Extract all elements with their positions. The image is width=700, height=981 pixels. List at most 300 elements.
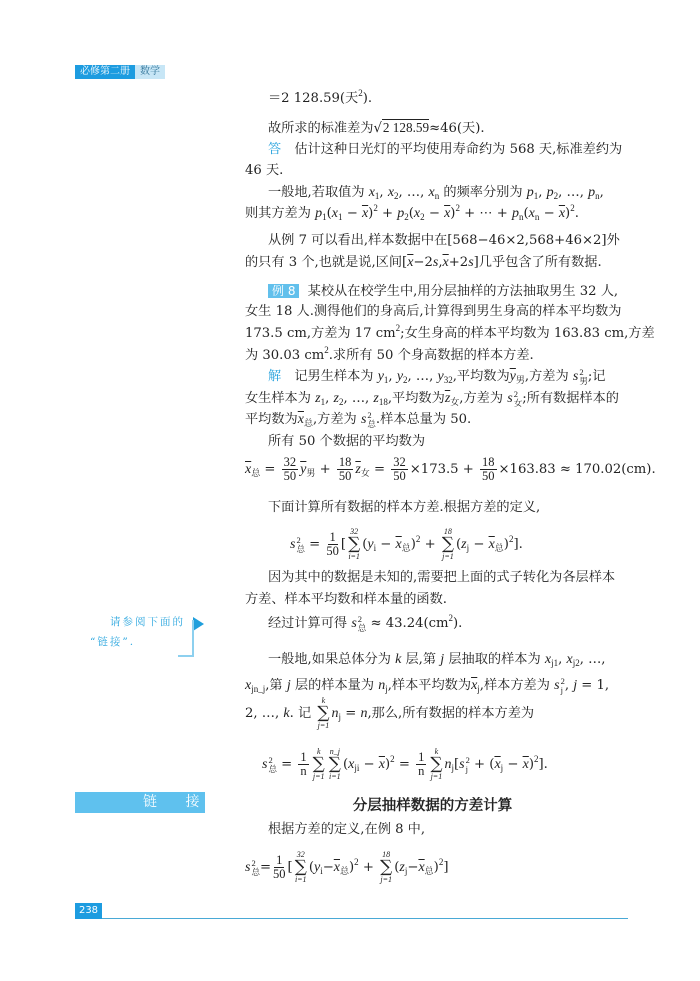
sum-lower: j=1 <box>380 875 392 884</box>
math-variable: s <box>432 255 439 270</box>
text-run: 方差、样本平均数和样本量的函数. <box>245 592 448 607</box>
text-run: − <box>539 206 559 221</box>
text-line <box>268 650 605 670</box>
text-run: ;所有数据样本的 <box>522 391 619 406</box>
text-run: ( <box>408 206 414 221</box>
denominator: 50 <box>393 469 406 483</box>
text-line <box>245 346 534 366</box>
math-fraction <box>273 854 286 881</box>
text-run: 46 天. <box>245 163 284 178</box>
text-run: ×163.83 ≈ 170.02(cm). <box>498 462 656 477</box>
math-variable: x <box>544 652 552 667</box>
math-superscript: 2 <box>508 534 514 544</box>
sigma-icon: ∑ <box>328 754 341 774</box>
math-subscript: 2 <box>553 191 559 201</box>
text-run: − <box>469 537 489 552</box>
math-subscript: 总 <box>340 866 350 876</box>
math-variable: s <box>360 412 367 427</box>
sigma-icon: ∑ <box>430 754 443 774</box>
math-subscript: ji <box>354 763 360 773</box>
text-run: − <box>407 860 419 875</box>
page-number: 238 <box>75 903 102 919</box>
denominator: n <box>300 764 307 778</box>
sum-upper: 32 <box>350 527 359 536</box>
math-fraction <box>391 456 408 483</box>
sigma-icon: ∑ <box>348 534 361 554</box>
math-mean-variable: $\overline{x}$ <box>245 462 252 477</box>
sum-lower: j=1 <box>442 552 454 561</box>
superscript: 2 <box>357 613 363 624</box>
math-superscript: 2 <box>354 857 359 867</box>
text-run: ≈ 43.24(cm <box>366 616 449 631</box>
text-run: − <box>359 757 379 772</box>
numerator: 18 <box>338 455 352 469</box>
denominator: 50 <box>482 469 495 483</box>
math-variable: z <box>333 391 339 406</box>
math-variable: p <box>546 185 554 200</box>
math-variable: j <box>440 652 445 667</box>
math-variable: x <box>387 185 395 200</box>
answer-marker: 答 <box>268 142 282 157</box>
sigma-icon: ∑ <box>317 703 330 723</box>
text-run: − <box>424 206 445 221</box>
text-run: ) <box>450 206 456 221</box>
text-line <box>268 140 622 160</box>
text-run: − <box>322 860 334 875</box>
text-line <box>268 118 485 138</box>
math-subscript: i <box>373 543 377 553</box>
math-subscript: jn_j <box>251 684 266 694</box>
math-subscript: 男 <box>306 468 316 478</box>
superscript: 2 <box>513 388 518 399</box>
math-variable: y <box>313 860 321 875</box>
text-line <box>268 820 425 840</box>
text-line <box>245 204 579 224</box>
math-mean-variable: $\overline{x}$ <box>418 860 425 875</box>
math-variable: p <box>588 185 596 200</box>
math-variable: k <box>395 652 402 667</box>
math-sub-superscript <box>514 390 523 408</box>
text-run: 故所求的标准差为 <box>268 121 374 136</box>
math-superscript: 2 <box>533 754 539 764</box>
math-subscript: 女 <box>360 468 370 478</box>
math-variable: n <box>444 757 452 772</box>
math-variable: j <box>573 678 578 693</box>
math-subscript: j2 <box>572 658 580 668</box>
sigma-icon: ∑ <box>312 754 325 774</box>
math-variable: x <box>348 757 355 772</box>
text-run: ( <box>456 537 462 552</box>
text-run: ,平均数为 <box>452 369 510 384</box>
math-variable: y <box>396 369 404 384</box>
text-run: ) <box>384 757 391 772</box>
numerator: 1 <box>329 530 336 544</box>
math-mean-variable: $\overline{x}$ <box>471 678 478 693</box>
text-run: , …, <box>398 185 429 200</box>
math-mean-variable: $\overline{x}$ <box>522 757 529 772</box>
example-label: 例 8 <box>268 284 299 298</box>
math-variable: j <box>286 678 291 693</box>
math-mean-variable: $\overline{x}$ <box>395 537 402 552</box>
text-line <box>268 89 372 109</box>
sum-upper: n_j <box>329 747 340 756</box>
math-subscript: n <box>519 212 524 222</box>
math-variable: s <box>351 616 357 631</box>
text-run: ,那么,所有数据的样本方差为 <box>367 706 535 721</box>
subscript: 总 <box>251 866 260 877</box>
text-run: −2 <box>413 255 433 270</box>
text-run: .求所有 50 个身高数据的样本方差. <box>328 348 534 363</box>
side-note-divider-foot <box>178 655 194 657</box>
text-run: + <box>420 537 440 552</box>
math-variable: s <box>507 391 513 406</box>
numerator: 32 <box>283 455 297 469</box>
math-summation <box>329 748 341 781</box>
math-variable: k <box>283 706 290 721</box>
superscript: 2 <box>465 754 470 765</box>
math-subscript: 总 <box>424 866 434 876</box>
math-subscript: 2 <box>403 375 408 385</box>
text-run: , <box>599 185 604 200</box>
math-subscript: 2 <box>394 191 399 201</box>
text-run: , <box>538 185 547 200</box>
math-mean-variable: $\overline{x}$ <box>444 206 451 221</box>
text-run: + <box>315 462 335 477</box>
text-run: ]. <box>538 757 548 772</box>
text-line <box>245 676 609 696</box>
text-run: ,样本方差为 <box>479 678 555 693</box>
math-fraction <box>282 456 299 483</box>
text-run: .样本总量为 50. <box>375 412 472 427</box>
math-superscript: 2 <box>324 345 329 355</box>
sum-upper: k <box>316 747 321 756</box>
book-label: 必修第二册 <box>75 65 135 79</box>
superscript: 2 <box>296 534 301 545</box>
text-run: [ <box>453 757 460 772</box>
math-mean-variable: $\overline{x}$ <box>333 860 340 875</box>
text-run: . 记 <box>289 706 316 721</box>
text-run: ＝2 128.59(天 <box>268 91 359 106</box>
math-subscript: 总 <box>303 418 313 428</box>
math-mean-variable: $\overline{z}$ <box>355 462 361 477</box>
text-run: [ <box>287 860 293 875</box>
math-subscript: 32 <box>443 375 453 385</box>
math-fraction <box>337 456 354 483</box>
text-run: ×173.5 + <box>409 462 478 477</box>
numerator: 32 <box>393 455 406 469</box>
text-run: , …, <box>558 185 589 200</box>
superscript: 2 <box>268 754 273 765</box>
text-run: ( <box>342 757 349 772</box>
numerator: 1 <box>300 750 307 764</box>
text-line <box>245 453 656 487</box>
superscript: 2 <box>560 675 565 686</box>
text-run: ] <box>443 860 449 875</box>
sum-upper: k <box>434 747 439 756</box>
math-variable: y <box>377 369 384 384</box>
subscript: 总 <box>367 418 376 429</box>
text-run: ). <box>362 91 373 106</box>
math-variable: x <box>413 206 421 221</box>
sum-upper: 18 <box>443 527 452 536</box>
text-run: 2, …, <box>245 706 284 721</box>
text-run: 173.5 cm,方差为 17 cm <box>245 326 396 341</box>
text-run: 的频率分别为 <box>439 185 527 200</box>
math-summation <box>317 697 329 730</box>
side-note-line2: “链接”. <box>90 636 136 648</box>
text-run: 则其方差为 <box>245 206 316 221</box>
text-run: 女生 18 人.测得他们的身高后,计算得到男生身高的样本平均数为 <box>245 304 622 319</box>
text-run: 从例 7 可以看出,样本数据中在[568−46×2,568+46×2]外 <box>268 233 620 248</box>
numerator: 1 <box>418 750 425 764</box>
text-line <box>245 389 619 409</box>
text-line <box>245 324 655 344</box>
text-run: ,方差为 <box>524 369 573 384</box>
math-superscript: 2 <box>358 88 363 98</box>
math-variable: p <box>397 206 405 221</box>
text-run: ,平均数为 <box>387 391 445 406</box>
math-summation <box>295 851 307 884</box>
text-run: + <box>358 860 379 875</box>
math-variable: p <box>526 185 534 200</box>
math-subscript: 18 <box>378 397 388 407</box>
math-sqrt <box>374 121 430 136</box>
sum-lower: i=1 <box>294 875 307 884</box>
text-run: , <box>438 255 443 270</box>
text-line <box>245 410 471 430</box>
text-run: , <box>379 185 388 200</box>
numerator: 18 <box>482 455 495 469</box>
math-fraction <box>326 531 339 558</box>
math-variable: x <box>331 206 339 221</box>
text-run: + ( <box>469 757 495 772</box>
sigma-icon: ∑ <box>441 534 454 554</box>
text-line <box>268 183 604 203</box>
denominator: 50 <box>338 469 352 483</box>
text-run: 平均数为 <box>245 412 298 427</box>
math-subscript: j <box>385 684 388 694</box>
math-subscript: n <box>595 191 600 201</box>
link-section-title: 分层抽样数据的方差计算 <box>352 798 513 814</box>
math-variable: y <box>367 537 374 552</box>
sum-lower: j=1 <box>317 721 330 730</box>
text-line <box>268 498 540 518</box>
math-sub-superscript <box>367 411 376 429</box>
superscript: 2 <box>367 409 372 420</box>
text-run: + ⋯ + <box>459 206 513 221</box>
sigma-icon: ∑ <box>380 857 393 877</box>
text-run: , …, <box>407 369 438 384</box>
sum-lower: i=1 <box>348 552 360 561</box>
text-run: ) <box>349 860 355 875</box>
math-subscript: j <box>500 763 504 773</box>
math-variable: s <box>468 255 474 270</box>
math-superscript: 2 <box>455 203 460 213</box>
math-subscript: 男 <box>515 375 525 385</box>
math-subscript: 2 <box>404 212 409 222</box>
text-run: ;记 <box>587 369 606 384</box>
math-variable: p <box>315 206 323 221</box>
math-subscript: j <box>477 684 480 694</box>
arrow-right-icon <box>193 617 204 631</box>
math-subscript: 女 <box>450 397 460 407</box>
text-line <box>268 568 615 588</box>
math-mean-variable: $\overline{x}$ <box>361 206 369 221</box>
math-subscript: 总 <box>251 468 261 478</box>
math-variable: n <box>378 678 386 693</box>
math-variable: s <box>554 678 560 693</box>
text-run: 根据方差的定义,在例 8 中, <box>268 822 426 837</box>
text-run: 经过计算可得 <box>268 616 352 631</box>
text-run: 下面计算所有数据的样本方差.根据方差的定义, <box>268 500 541 515</box>
math-mean-variable: $\overline{x}$ <box>558 206 566 221</box>
text-run: − <box>503 757 523 772</box>
text-run: 为 30.03 cm <box>245 348 325 363</box>
text-run: 估计这种日光灯的平均使用寿命约为 568 天,标准差约为 <box>281 142 623 157</box>
text-run: ) <box>503 537 509 552</box>
denominator: 50 <box>283 469 297 483</box>
text-run: = 1, <box>577 678 610 693</box>
math-subscript: 1 <box>374 191 380 201</box>
text-line <box>245 161 283 181</box>
text-run: ;女生身高的样本平均数为 163.83 cm,方差 <box>400 326 655 341</box>
subject-label: 数学 <box>135 65 165 79</box>
math-mean-variable: $\overline{x}$ <box>297 412 304 427</box>
math-sub-superscript <box>251 859 260 877</box>
text-run: = <box>304 537 325 552</box>
text-run: = <box>259 860 272 875</box>
math-mean-variable: $\overline{x}$ <box>488 537 495 552</box>
math-variable: s <box>262 757 268 772</box>
math-variable: x <box>528 206 535 221</box>
text-run: = <box>260 462 280 477</box>
text-run: 的只有 3 个,也就是说,区间[ <box>245 255 408 270</box>
text-run: 一般地,如果总体分为 <box>268 652 396 667</box>
text-run: = <box>276 757 297 772</box>
subscript: j <box>560 684 563 695</box>
text-line <box>268 432 425 452</box>
text-line <box>245 697 534 731</box>
denominator: 50 <box>326 544 339 558</box>
numerator: 1 <box>276 853 283 867</box>
side-note-divider <box>192 620 194 656</box>
math-variable: z <box>399 860 405 875</box>
text-run: = <box>394 757 415 772</box>
text-run: ) <box>433 860 439 875</box>
math-subscript: 1 <box>533 191 539 201</box>
footer-rule <box>102 918 628 919</box>
sum-upper: 18 <box>382 850 391 859</box>
subscript: j <box>465 763 468 774</box>
math-subscript: j <box>451 763 454 773</box>
superscript: 2 <box>579 366 584 377</box>
answer-marker: 解 <box>268 369 282 384</box>
math-mean-variable: $\overline{x}$ <box>494 757 501 772</box>
text-line <box>268 231 620 251</box>
math-variable: s <box>245 860 251 875</box>
text-run: ( <box>394 860 400 875</box>
text-line <box>268 367 605 387</box>
text-run: , <box>558 652 567 667</box>
math-subscript: j1 <box>551 658 559 668</box>
text-run: ) <box>368 206 374 221</box>
text-run: 层抽取的样本为 <box>444 652 545 667</box>
math-subscript: j <box>466 543 470 553</box>
math-subscript: 2 <box>338 397 344 407</box>
math-subscript: 总 <box>401 543 411 553</box>
text-run: 所有 50 个数据的平均数为 <box>268 434 426 449</box>
text-run: +2 <box>448 255 469 270</box>
math-sub-superscript <box>579 368 588 386</box>
math-superscript: 2 <box>438 857 444 867</box>
text-run: ( <box>523 206 529 221</box>
math-subscript: 1 <box>383 375 389 385</box>
text-run: 层的样本量为 <box>290 678 379 693</box>
text-line <box>290 526 523 564</box>
math-variable: x <box>428 185 435 200</box>
text-run: − <box>376 537 396 552</box>
math-mean-variable: $\overline{y}$ <box>509 369 516 384</box>
math-subscript: i <box>320 866 323 876</box>
subscript: 女 <box>513 397 523 408</box>
math-variable: z <box>461 537 467 552</box>
superscript: 2 <box>251 857 256 868</box>
denominator: n <box>418 764 425 778</box>
text-run: ,第 <box>265 678 287 693</box>
side-note-line1: 请参阅下面的 <box>110 616 185 628</box>
sqrt-radicand: 2 128.59 <box>382 120 430 135</box>
math-superscript: 2 <box>395 323 401 333</box>
math-subscript: 1 <box>338 212 343 222</box>
text-run: ) <box>410 537 416 552</box>
text-run: ,方差为 <box>459 391 508 406</box>
text-line <box>245 590 447 610</box>
text-run: , <box>564 678 574 693</box>
text-line <box>245 302 621 322</box>
math-variable: s <box>459 757 465 772</box>
text-run: ]几乎包含了所有数据. <box>473 255 602 270</box>
math-mean-variable: $\overline{x}$ <box>407 255 414 270</box>
math-subscript: n <box>534 212 540 222</box>
math-superscript: 2 <box>373 203 378 213</box>
text-run: , <box>388 369 397 384</box>
text-run: , …, <box>579 652 606 667</box>
math-subscript: j <box>338 712 341 722</box>
text-run: = <box>341 706 361 721</box>
sum-lower: j=1 <box>312 772 325 781</box>
text-run: ,样本平均数为 <box>387 678 472 693</box>
math-subscript: 1 <box>320 397 326 407</box>
text-line <box>262 746 548 784</box>
text-run: ( <box>326 206 332 221</box>
math-summation <box>313 748 325 781</box>
text-run: + <box>377 206 398 221</box>
math-fraction <box>480 456 497 483</box>
text-run: 记男生样本为 <box>281 369 378 384</box>
text-run: = <box>369 462 390 477</box>
math-mean-variable: $\overline{z}$ <box>444 391 451 406</box>
math-variable: z <box>373 391 379 406</box>
math-fraction <box>298 751 308 778</box>
text-run: ,方差为 <box>312 412 361 427</box>
math-variable: x <box>566 652 573 667</box>
math-subscript: n <box>434 191 440 201</box>
math-variable: y <box>437 369 444 384</box>
sum-lower: i=1 <box>329 772 341 781</box>
text-run: 层,第 <box>401 652 441 667</box>
math-sub-superscript <box>268 756 277 774</box>
text-run: 因为其中的数据是未知的,需要把上面的式子转化为各层样本 <box>268 570 616 585</box>
